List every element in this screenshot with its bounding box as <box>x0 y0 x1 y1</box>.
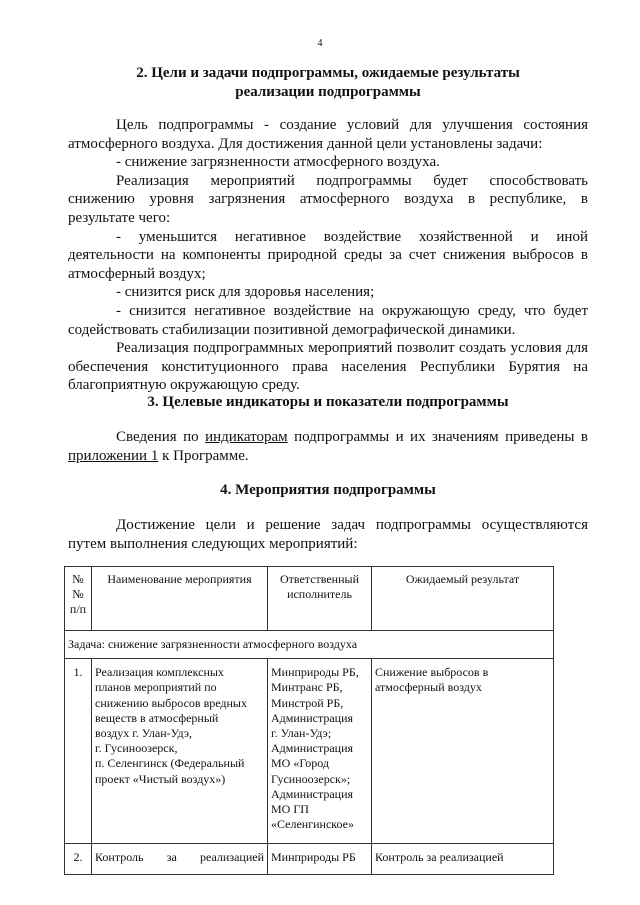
section-3-title <box>68 393 588 412</box>
cell-line: воздух г. Улан-Удэ, <box>95 726 193 741</box>
header-num-line: № <box>72 587 84 602</box>
text-run: к Программе. <box>158 447 249 464</box>
paragraph-line: Реализация мероприятий подпрограммы будет способствовать <box>116 172 588 189</box>
header-num-line: № <box>72 572 84 586</box>
cell-line: Администрация <box>271 741 354 756</box>
header-executor-line: исполнитель <box>287 587 352 602</box>
paragraph-line: результате чего: <box>68 209 171 226</box>
cell-line: веществ в атмосферный <box>95 710 219 725</box>
cell-line: снижению выбросов вредных <box>95 695 247 710</box>
cell-line: «Селенгинское» <box>271 817 354 832</box>
section-2-title-line: реализации подпрограммы <box>235 84 421 100</box>
section-4-title <box>68 481 588 500</box>
task-row <box>65 631 554 659</box>
section-4-body <box>68 516 588 553</box>
table-header-row <box>65 567 554 631</box>
cell-line: г. Гусиноозерск, <box>95 741 178 756</box>
row-executor: Минприроды РБ <box>268 844 372 875</box>
cell-line: проект «Чистый воздух») <box>95 771 226 786</box>
cell-line: Снижение выбросов в <box>375 665 489 680</box>
cell-line: Администрация <box>271 786 354 801</box>
table-row <box>65 659 554 844</box>
cell-line: МО ГП <box>271 802 309 817</box>
paragraph-line <box>68 447 588 466</box>
section-2-title <box>68 64 588 102</box>
cell-line: Минстрой РБ, <box>271 695 344 710</box>
cell-line: Администрация <box>271 710 354 725</box>
paragraph-line: - снизится негативное воздействие на окружающую среду, что будет <box>116 302 588 319</box>
paragraph-line: атмосферный воздух; <box>68 265 206 282</box>
table-row <box>65 844 554 875</box>
indicators-link[interactable]: индикаторам <box>205 429 288 445</box>
paragraph-line: путем выполнения следующих мероприятий: <box>68 535 358 552</box>
section-3-title-line: 3. Целевые индикаторы и показатели подпрограммы <box>147 394 509 410</box>
paragraph-line: деятельности на компоненты природной среды за счет снижения выбросов в <box>68 247 588 264</box>
header-executor <box>268 567 372 631</box>
cell-line: МО «Город <box>271 756 329 771</box>
row-executor <box>268 659 372 844</box>
paragraph-line: Достижение цели и решение задач подпрограммы осуществляются <box>116 517 588 533</box>
section-4-title-line: 4. Мероприятия подпрограммы <box>220 482 436 498</box>
header-result: Ожидаемый результат <box>372 567 554 631</box>
row-name <box>92 659 268 844</box>
cell-line: планов мероприятий по <box>95 680 217 695</box>
header-num-line: п/п <box>69 602 87 617</box>
paragraph-line: - уменьшится негативное воздействие хозяйственной и иной <box>116 228 588 245</box>
cell-line: п. Селенгинск (Федеральный <box>95 756 245 771</box>
page-number: 4 <box>317 38 323 49</box>
cell-line: Реализация комплексных <box>95 665 224 680</box>
paragraph-line: - снижение загрязненности атмосферного воздуха. <box>116 154 440 171</box>
paragraph-line: благоприятную окружающую среду. <box>68 377 300 394</box>
section-2-title-line: 2. Цели и задачи подпрограммы, ожидаемые результаты <box>136 65 520 81</box>
section-3-body <box>68 428 588 465</box>
row-num: 1. <box>65 659 92 844</box>
paragraph-line: Реализация подпрограммных мероприятий позволит создать условия для <box>116 340 588 357</box>
cell-line: г. Улан-Удэ; <box>271 726 332 741</box>
cell-line: Минтранс РБ, <box>271 680 343 695</box>
cell-line: Минприроды РБ, <box>271 665 359 680</box>
paragraph-line: - снизится риск для здоровья населения; <box>116 284 375 301</box>
header-name: Наименование мероприятия <box>92 567 268 631</box>
measures-table <box>64 566 554 875</box>
text-run: Сведения по <box>116 429 206 445</box>
paragraph-line: Цель подпрограммы - создание условий для улучшения состояния <box>116 117 588 133</box>
header-num <box>65 567 92 631</box>
paragraph-line: снижению уровня загрязнения атмосферного воздуха в республике, в <box>68 191 588 208</box>
paragraph-line: содействовать стабилизации позитивной демографической динамики. <box>68 321 516 338</box>
row-result: Контроль за реализацией <box>372 844 554 875</box>
row-name: Контроль за реализацией <box>92 844 268 875</box>
cell-line: Гусиноозерск»; <box>271 771 351 786</box>
text-run: подпрограммы и их значениям приведены в <box>287 429 588 445</box>
cell-line: атмосферный воздух <box>375 680 482 695</box>
header-executor-line: Ответственный <box>279 572 360 586</box>
paragraph-line <box>68 428 588 447</box>
row-result <box>372 659 554 844</box>
paragraph-line: атмосферного воздуха. Для достижения данной цели установлены задачи: <box>68 135 543 152</box>
section-2-body <box>68 116 588 395</box>
paragraph-line: обеспечения конституционного права населения Республики Бурятия на <box>68 358 588 375</box>
appendix-1-link[interactable]: приложении 1 <box>68 447 159 464</box>
task-cell: Задача: снижение загрязненности атмосферного воздуха <box>65 631 554 659</box>
row-num: 2. <box>65 844 92 875</box>
